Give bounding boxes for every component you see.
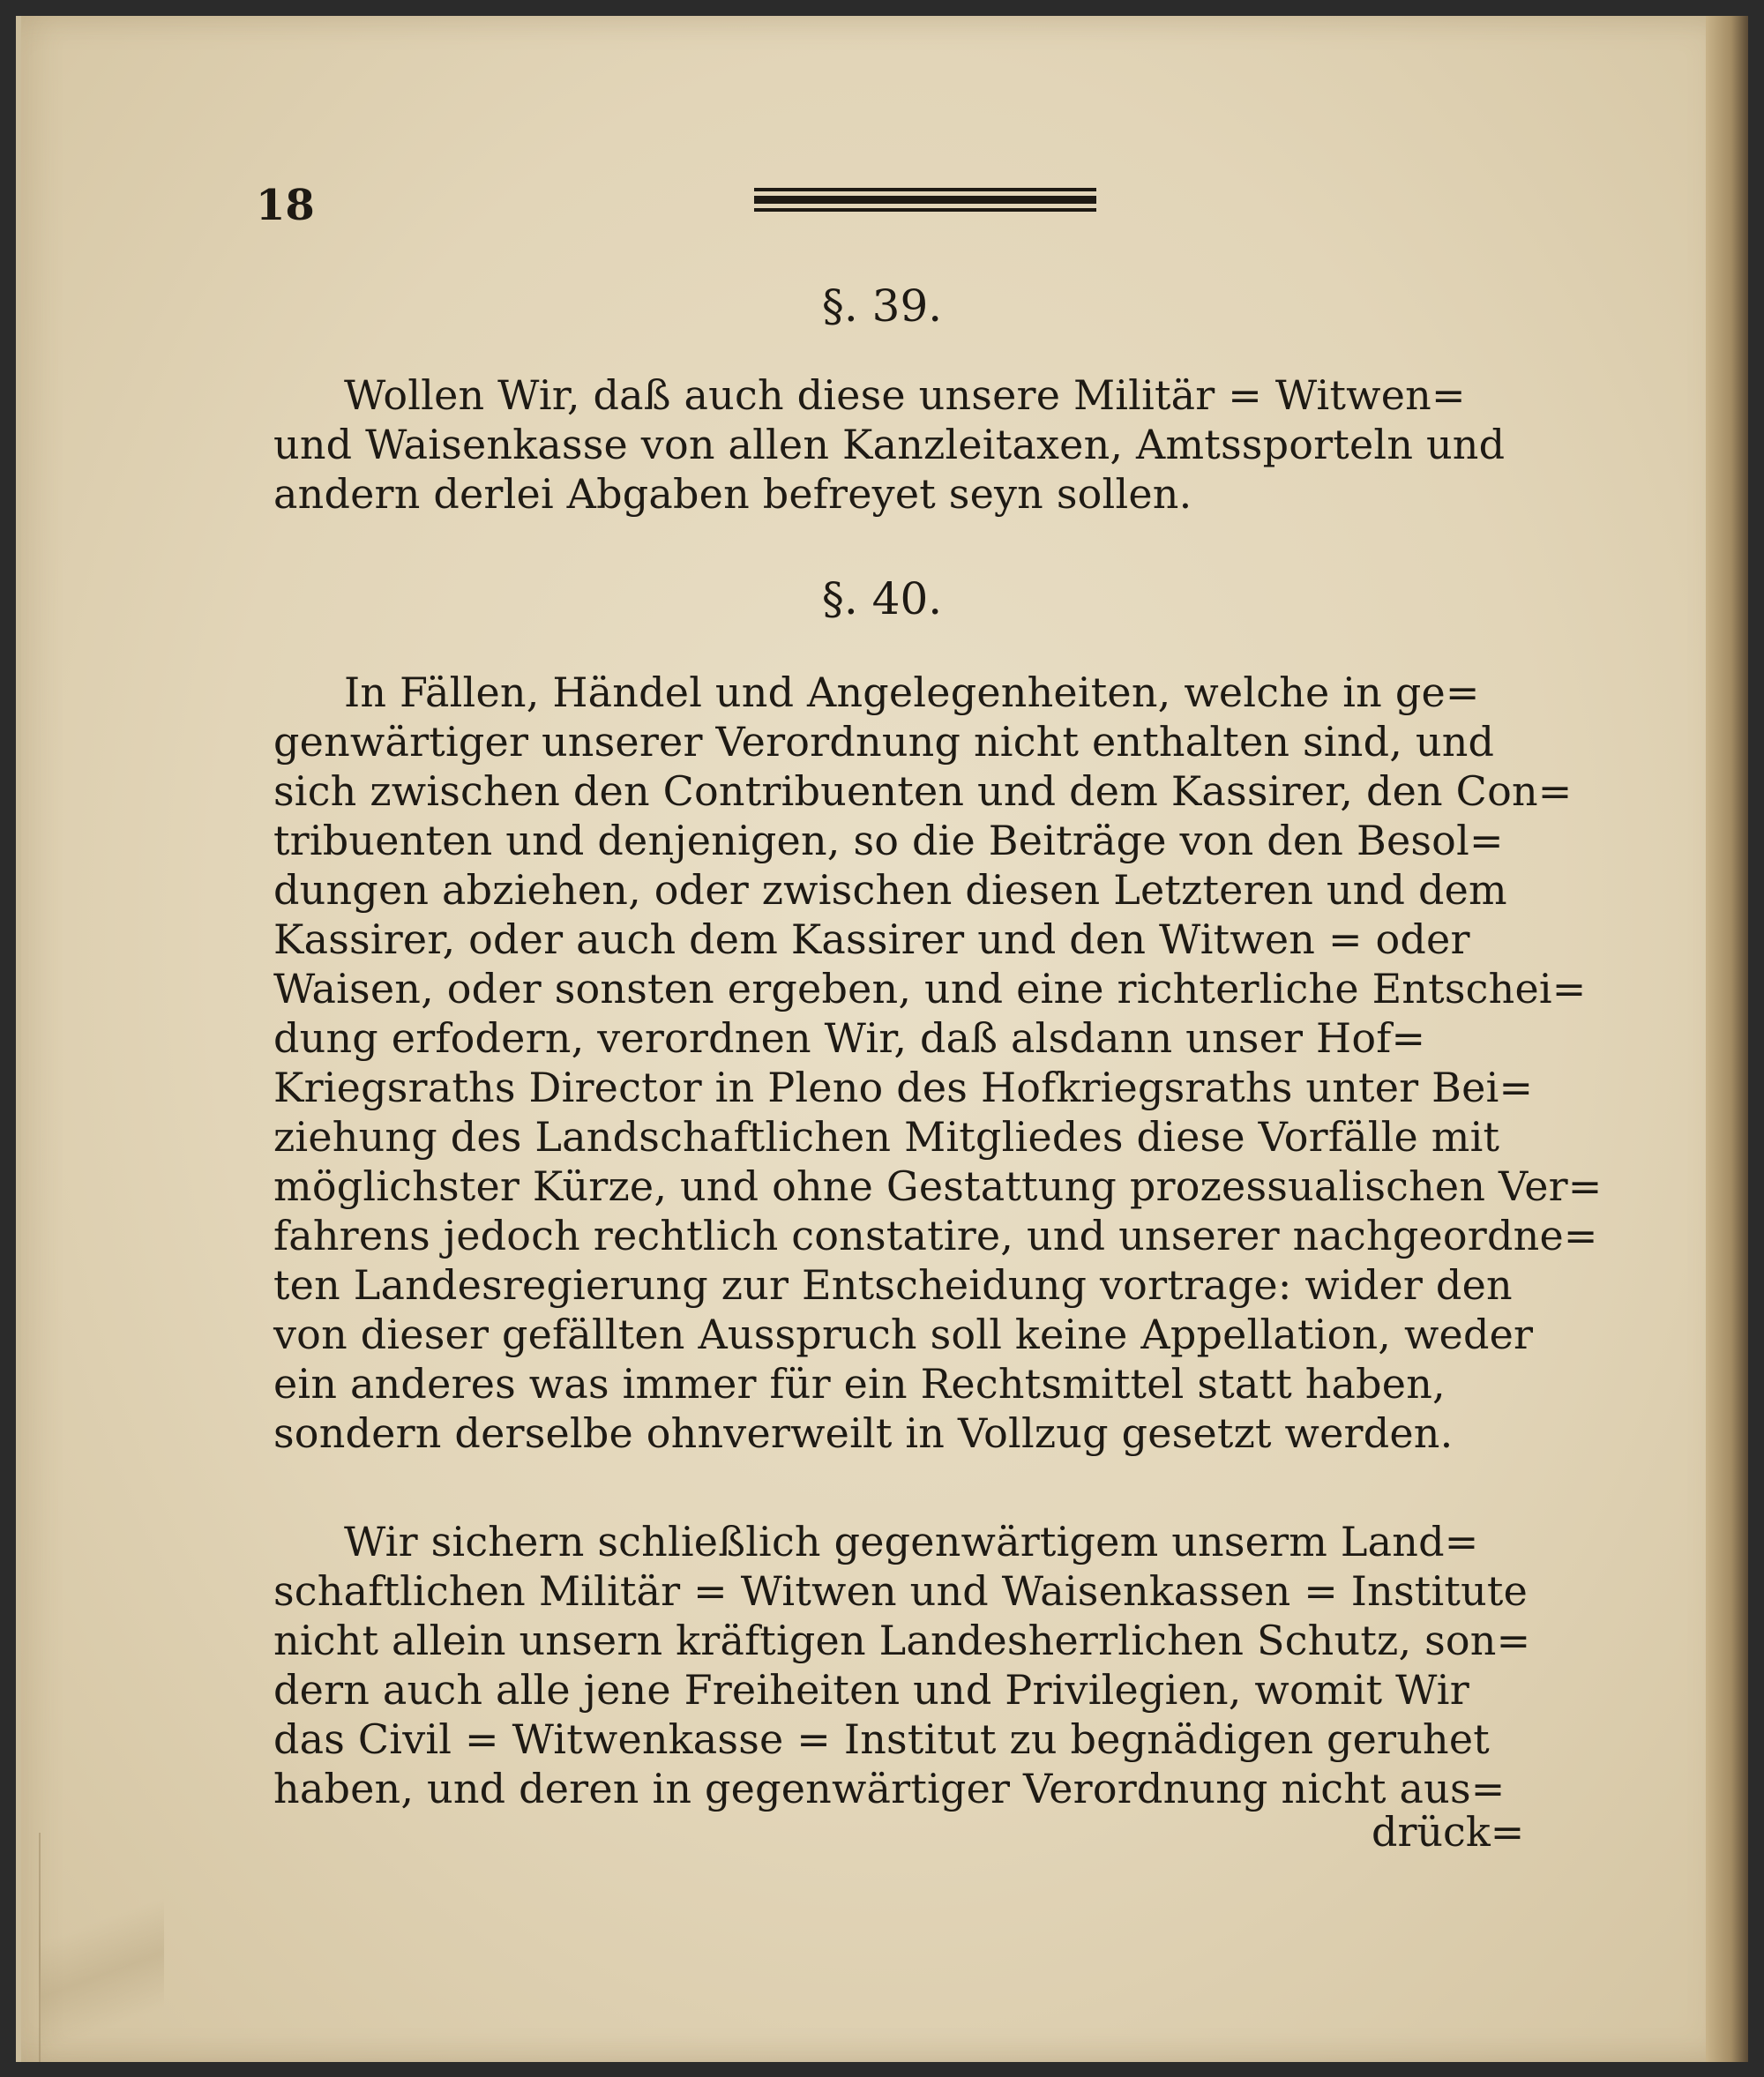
text-line: ein anderes was immer für ein Rechtsmittel statt haben,	[273, 1360, 1446, 1408]
catchword: drück=	[1372, 1808, 1525, 1856]
text-line: ten Landesregierung zur Entscheidung vortrage: wider den	[273, 1261, 1513, 1309]
text-line: Wollen Wir, daß auch diese unsere Militär = Witwen=	[344, 371, 1466, 419]
text-line: von dieser gefällten Ausspruch soll keine Appellation, weder	[273, 1311, 1534, 1358]
text-line: andern derlei Abgaben befreyet seyn sollen.	[273, 470, 1192, 518]
text-line: genwärtiger unserer Verordnung nicht enthalten sind, und	[273, 718, 1495, 766]
closing-paragraph	[273, 1517, 1544, 1813]
section-heading-40: §. 40.	[821, 573, 943, 624]
text-line: ziehung des Landschaftlichen Mitgliedes diese Vorfälle mit	[273, 1113, 1500, 1161]
text-line: sich zwischen den Contribuenten und dem Kassirer, den Con=	[273, 767, 1573, 815]
text-line: Kriegsraths Director in Pleno des Hofkriegsraths unter Bei=	[273, 1064, 1534, 1111]
text-line: Kassirer, oder auch dem Kassirer und den Witwen = oder	[273, 915, 1470, 963]
section-40-paragraph	[273, 668, 1603, 1458]
text-line: In Fällen, Händel und Angelegenheiten, welche in ge=	[344, 669, 1480, 716]
text-line: möglichster Kürze, und ohne Gestattung prozessualischen Ver=	[273, 1162, 1603, 1210]
text-line: das Civil = Witwenkasse = Institut zu begnädigen geruhet	[273, 1715, 1490, 1763]
page-corner-wear	[39, 1833, 164, 2062]
text-line: dungen abziehen, oder zwischen diesen Letzteren und dem	[273, 866, 1507, 914]
text-line: und Waisenkasse von allen Kanzleitaxen, Amtssporteln und	[273, 421, 1506, 468]
section-heading-39: §. 39.	[821, 280, 943, 332]
text-line: haben, und deren in gegenwärtiger Verordnung nicht aus=	[273, 1765, 1506, 1812]
section-39-paragraph	[273, 370, 1544, 519]
text-line: dung erfodern, verordnen Wir, daß alsdann unser Hof=	[273, 1014, 1426, 1062]
text-line: dern auch alle jene Freiheiten und Privilegien, womit Wir	[273, 1666, 1469, 1714]
page-number: 18	[256, 181, 315, 230]
text-line: tribuenten und denjenigen, so die Beiträge von den Besol=	[273, 817, 1504, 864]
text-line: Waisen, oder sonsten ergeben, und eine richterliche Entschei=	[273, 965, 1587, 1012]
text-line: nicht allein unsern kräftigen Landesherrlichen Schutz, son=	[273, 1617, 1531, 1664]
text-line: fahrens jedoch rechtlich constatire, und unserer nachgeordne=	[273, 1212, 1598, 1259]
text-line: Wir sichern schließlich gegenwärtigem unserm Land=	[344, 1518, 1479, 1565]
text-line: sondern derselbe ohnverweilt in Vollzug gesetzt werden.	[273, 1409, 1454, 1457]
text-line: schaftlichen Militär = Witwen und Waisenkassen = Institute	[273, 1567, 1529, 1615]
header-rule	[754, 188, 1096, 214]
